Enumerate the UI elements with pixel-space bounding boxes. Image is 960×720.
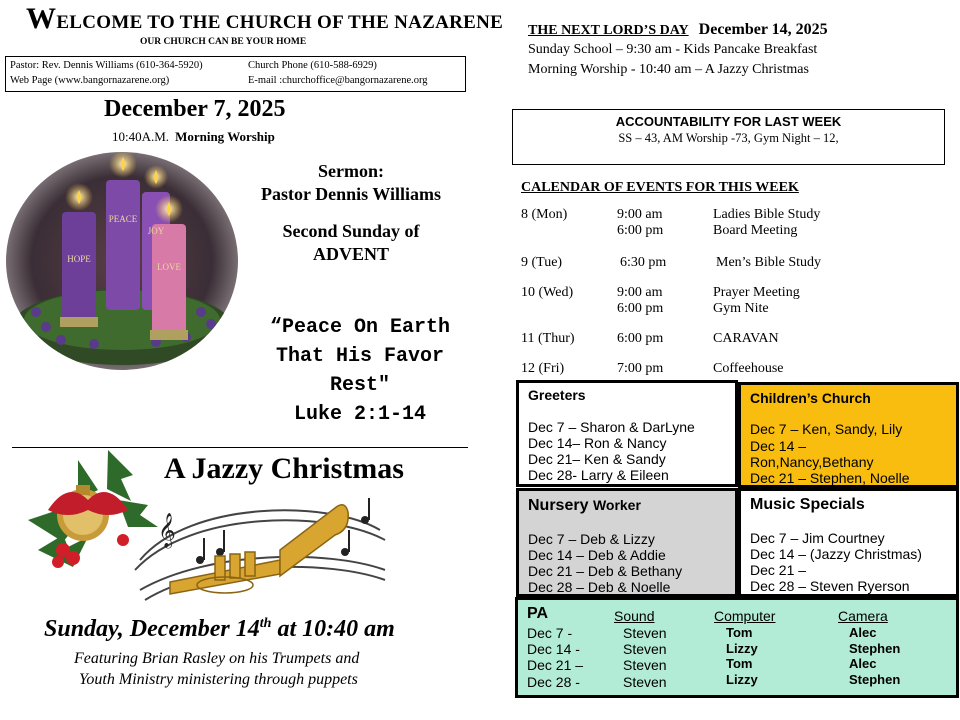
calendar-time: 9:00 am [617,285,663,300]
pa-col-sound: Sound [614,608,655,624]
greeters-box [516,380,738,487]
pa-col-computer: Computer [714,608,776,624]
music-specials-line: Dec 21 – [750,562,807,578]
event-featuring-line1: Featuring Brian Rasley on his Trumpets and [74,650,360,667]
music-specials-line: Dec 28 – Steven Ryerson [750,578,910,594]
email: E-mail :churchoffice@bangornazarene.org [248,75,428,86]
accountability-heading: ACCOUNTABILITY FOR LAST WEEK [615,114,842,129]
greeters-line: Dec 14– Ron & Nancy [528,435,667,451]
nursery-box [516,488,738,597]
nursery-line: Dec 14 – Deb & Addie [528,547,666,563]
candle-label-hope: HOPE [67,254,91,264]
greeters-line: Dec 28- Larry & Eileen [528,467,669,483]
morning-worship-line: Morning Worship - 10:40 am – A Jazzy Christmas [528,62,809,77]
preacher: Pastor Dennis Williams [260,184,442,204]
calendar-day: 11 (Thur) [521,331,575,346]
accountability-box [512,109,945,165]
childrens-church-line: Ron,Nancy,Bethany [750,454,874,470]
accountability-values: SS – 43, AM Worship -73, Gym Night – 12, [618,131,839,145]
sermon-info [236,160,466,266]
occasion-line1: Second Sunday of [282,221,420,241]
calendar-event: CARAVAN [713,331,779,346]
pa-camera: Alec [849,625,877,640]
pa-camera: Stephen [849,672,901,687]
event-title: A Jazzy Christmas [164,452,404,485]
sunday-school-line: Sunday School – 9:30 am - Kids Pancake Breakfast [528,42,818,57]
music-specials-line: Dec 14 – (Jazzy Christmas) [750,546,922,562]
calendar-time: 9:00 am [617,207,663,222]
pa-date: Dec 21 – [527,657,584,673]
pa-computer: Lizzy [726,672,758,687]
calendar-event: Men’s Bible Study [716,255,822,270]
calendar-time: 7:00 pm [617,361,664,376]
nursery-heading: Nursery Worker [528,497,641,514]
pa-sound: Steven [623,674,667,690]
pa-sound: Steven [623,657,667,673]
event-featuring-line2: Youth Ministry ministering through puppets [79,671,358,688]
childrens-church-line: Dec 7 – Ken, Sandy, Lily [750,421,903,437]
calendar-time: 6:30 pm [620,255,667,270]
sermon-theme: “Peace On Earth That His Favor Rest" Luke 2:1-14 [236,313,484,429]
pa-camera: Stephen [849,641,901,656]
calendar-day: 9 (Tue) [521,255,563,270]
candle-label-love: LOVE [157,262,181,272]
pa-sound: Steven [623,641,667,657]
pa-computer: Tom [726,625,753,640]
calendar-event: Coffeehouse [713,361,784,376]
trumpet-music-image [130,490,390,610]
music-specials-heading: Music Specials [750,496,865,513]
music-specials-box [738,488,959,597]
greeters-heading: Greeters [528,387,586,403]
pa-col-camera: Camera [838,608,888,624]
pastor-info: Pastor: Rev. Dennis Williams (610-364-5920) [10,60,203,71]
music-specials-line: Dec 7 – Jim Courtney [750,530,885,546]
pa-camera: Alec [849,656,877,671]
candle-label-joy: JOY [147,226,165,236]
next-lords-day: THE NEXT LORD’S DAY December 14, 2025 [528,21,828,38]
greeters-line: Dec 21– Ken & Sandy [528,451,666,467]
event-date: Sunday, December 14th at 10:40 am [44,616,395,642]
calendar-event: Ladies Bible Study [713,207,821,222]
pa-sound: Steven [623,625,667,641]
church-phone: Church Phone (610-588-6929) [248,60,377,71]
pa-date: Dec 7 - [527,625,573,641]
pa-heading: PA [527,605,549,622]
calendar-day: 10 (Wed) [521,285,574,300]
childrens-church-heading: Children’s Church [750,390,871,406]
candle-label-peace: PEACE [108,214,138,224]
divider-right [150,447,468,448]
nursery-line: Dec 28 – Deb & Noelle [528,579,671,595]
bulletin-subtitle: OUR CHURCH CAN BE YOUR HOME [140,37,307,47]
nursery-line: Dec 21 – Deb & Bethany [528,563,683,579]
pa-computer: Lizzy [726,641,758,656]
pa-date: Dec 28 - [527,674,580,690]
calendar-time: 6:00 pm [617,331,664,346]
pa-computer: Tom [726,656,753,671]
childrens-church-line: Dec 21 – Stephen, Noelle [750,470,910,486]
advent-wreath-image [6,152,238,370]
greeters-line: Dec 7 – Sharon & DarLyne [528,419,695,435]
calendar-event: Prayer Meeting [713,285,800,300]
childrens-church-line: Dec 14 – [750,438,807,454]
pa-date: Dec 14 - [527,641,580,657]
contact-box [5,56,466,92]
calendar-day: 8 (Mon) [521,207,568,222]
sermon-label: Sermon: [318,161,384,181]
calendar-event: Board Meeting [713,223,798,238]
bulletin-title: WELCOME TO THE CHURCH OF THE NAZARENE [26,2,504,35]
calendar-day: 12 (Fri) [521,361,565,376]
scripture-reference: Luke 2:1-14 [293,403,427,426]
calendar-event: Gym Nite [713,301,769,316]
web-page: Web Page (www.bangornazarene.org) [10,75,170,86]
svg-text:𝄞: 𝄞 [158,513,176,548]
occasion-line2: ADVENT [312,244,389,264]
nursery-line: Dec 7 – Deb & Lizzy [528,531,655,547]
service-time: 10:40A.M. Morning Worship [112,129,275,144]
childrens-church-box [738,382,959,488]
service-date: December 7, 2025 [104,96,286,122]
calendar-heading: CALENDAR OF EVENTS FOR THIS WEEK [521,180,799,195]
calendar-time: 6:00 pm [617,301,664,316]
calendar-time: 6:00 pm [617,223,664,238]
pa-box [515,597,959,698]
